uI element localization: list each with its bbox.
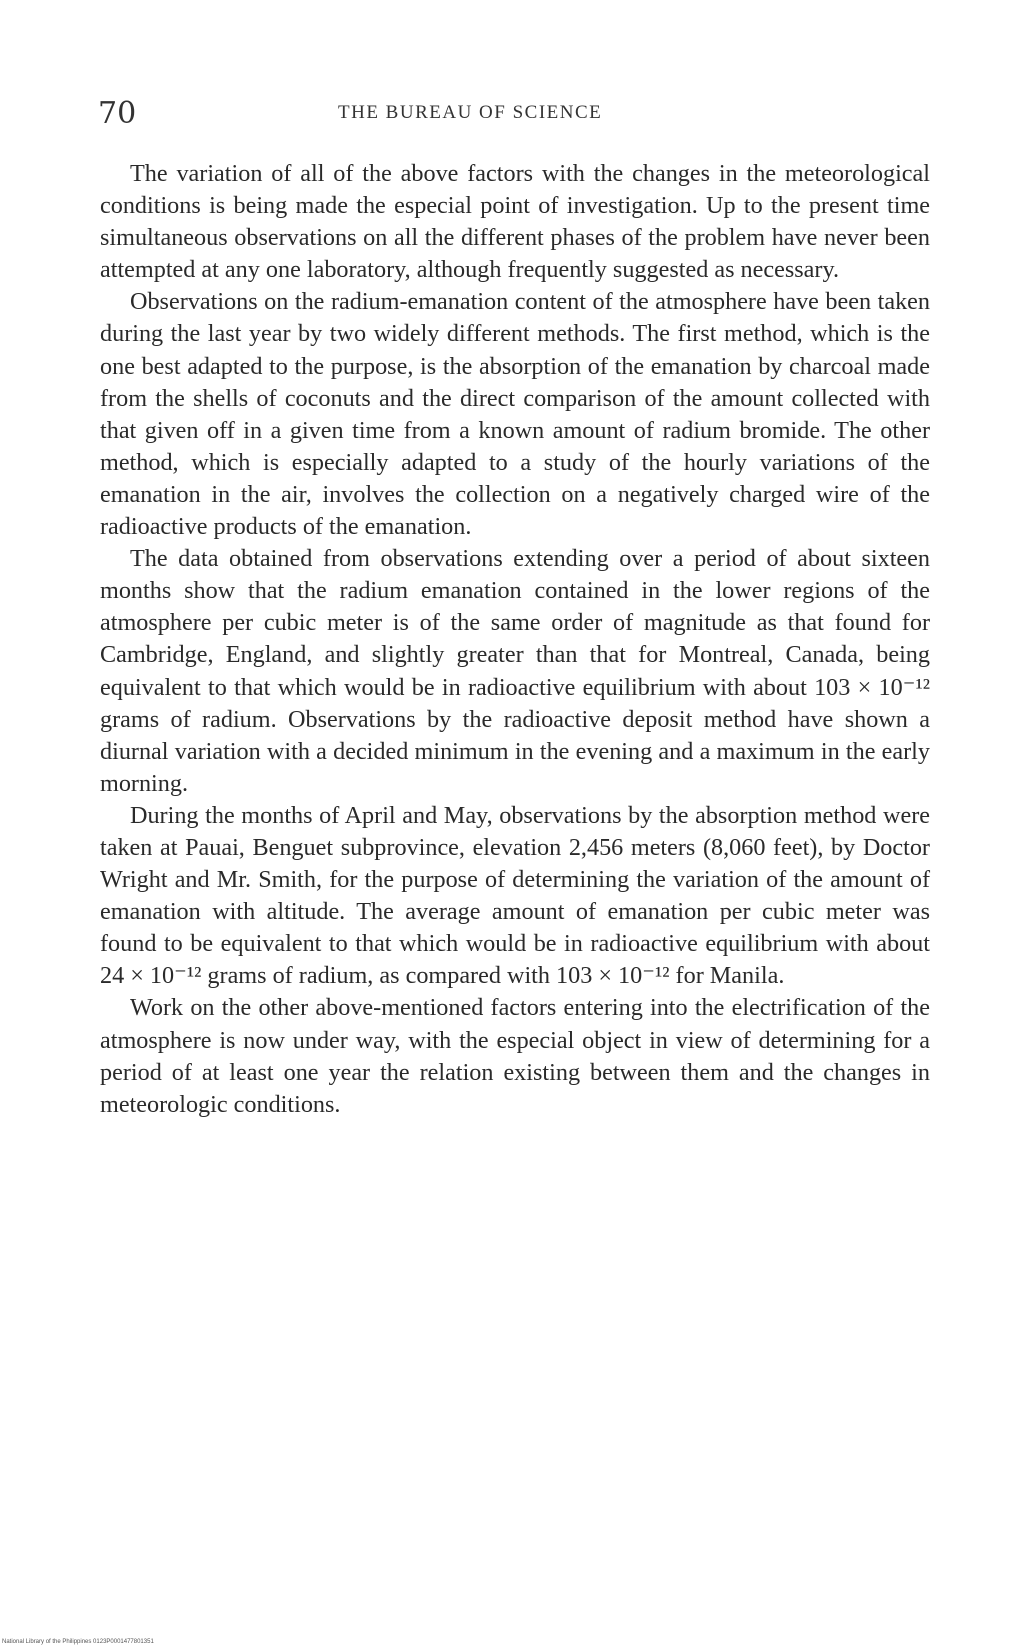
paragraph-5: Work on the other above-mentioned factors entering into the electrification of the atmosphere is now under way, with the especial object in view of determining for a period of at least one year the relation existing between them and the changes in meteorologic conditions. [100, 994, 930, 1118]
paragraph-3: The data obtained from observations extending over a period of about sixteen months show that the radium emanation contained in the lower regions of the atmosphere per cubic meter is of the same order of magnitude as that found for Cambridge, England, and slightly greater than that for Montreal, Canada, being equivalent to that which would be in radioactive equilibrium with about 103 × 10⁻¹² grams of radium. Observations by the radioactive deposit method have shown a diurnal variation with a decided minimum in the evening and a maximum in the early morning. [100, 545, 930, 797]
running-title: THE BUREAU OF SCIENCE [338, 102, 603, 123]
scan-credit: National Library of the Philippines 0123P0001477801351 [2, 1639, 154, 1645]
paragraph-1: The variation of all of the above factors with the changes in the meteorological conditions is being made the especial point of investigation. Up to the present time simultaneous observations on all the different phases of the problem have never been attempted at any one laboratory, although frequently suggested as necessary. [100, 160, 930, 284]
page-header [98, 96, 930, 136]
paragraph-2: Observations on the radium-emanation content of the atmosphere have been taken during the last year by two widely different methods. The first method, which is the one best adapted to the purpose, is the absorption of the emanation by charcoal made from the shells of coconuts and the direct comparison of the amount collected with that given off in a given time from a known amount of radium bromide. The other method, which is especially adapted to a study of the hourly variations of the emanation in the air, involves the collection on a negatively charged wire of the radioactive products of the emanation. [100, 288, 930, 541]
page-number: 70 [98, 96, 137, 131]
body-text [100, 158, 930, 1121]
paragraph-4: During the months of April and May, observations by the absorption method were taken at Pauai, Benguet subprovince, elevation 2,456 meters (8,060 feet), by Doctor Wright and Mr. Smith, for the purpose of determining the variation of the amount of emanation with altitude. The average amount of emanation per cubic meter was found to be equivalent to that which would be in radioactive equilibrium with about 24 × 10⁻¹² grams of radium, as compared with 103 × 10⁻¹² for Manila. [100, 801, 930, 990]
